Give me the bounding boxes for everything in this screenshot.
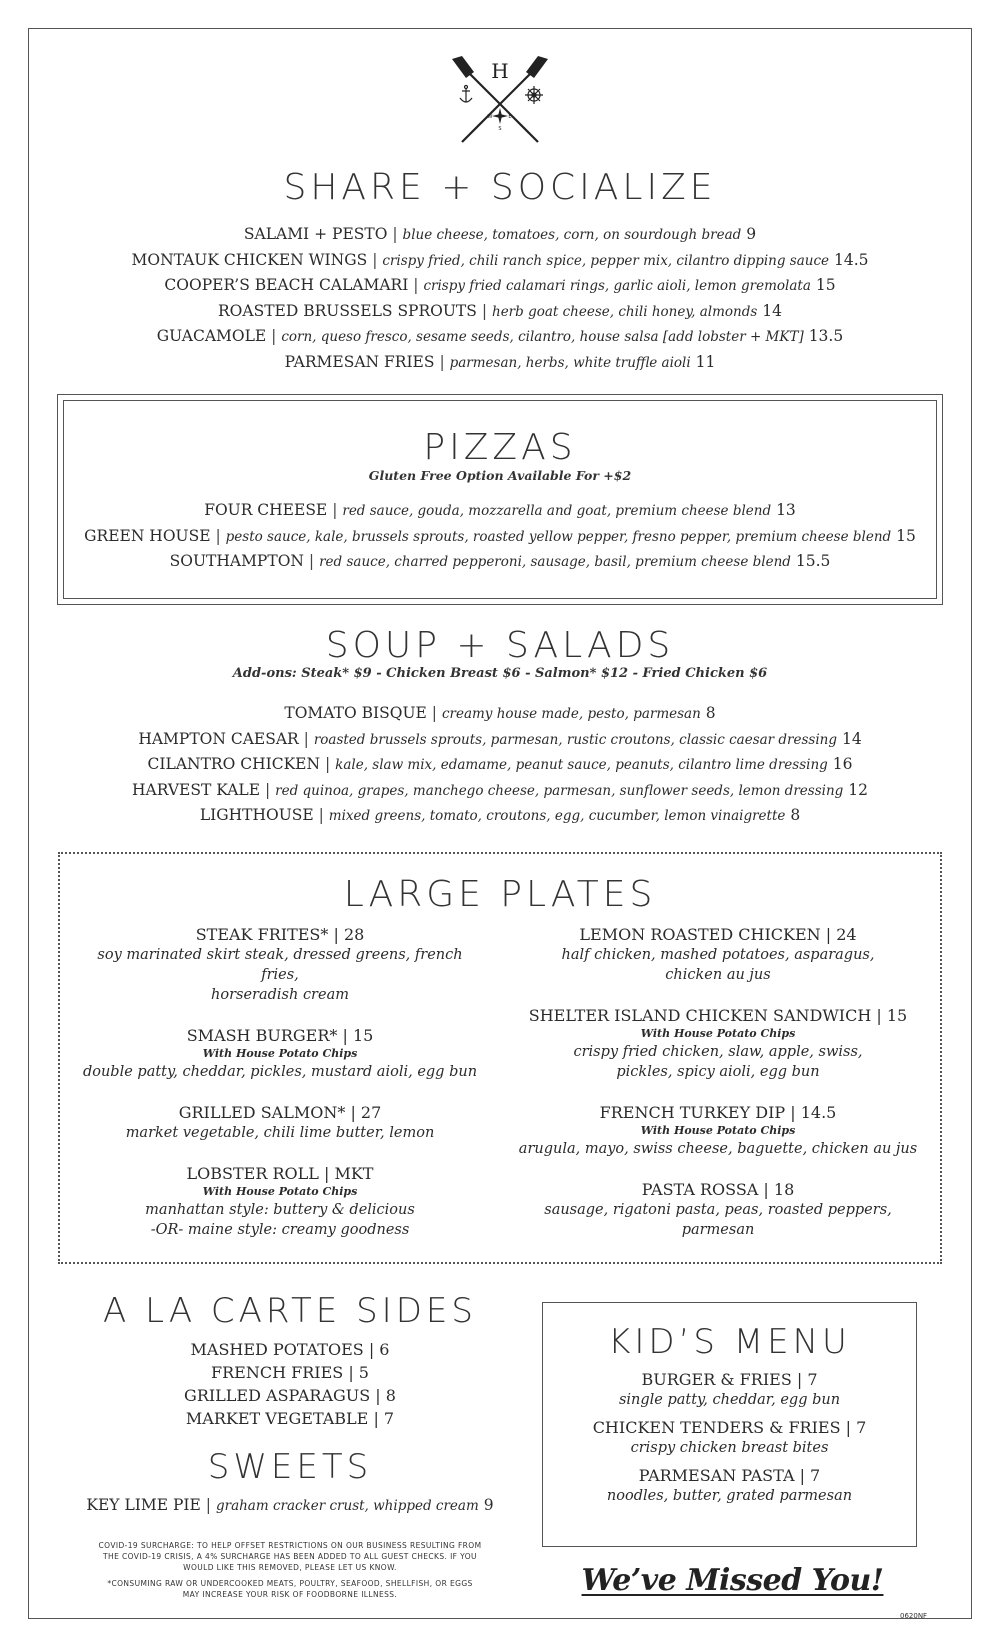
menu-code: 0620NF xyxy=(900,1612,928,1620)
menu-item: SMASH BURGER* | 15 With House Potato Chips double patty, cheddar, pickles, mustard aioli, egg bun xyxy=(82,1026,478,1080)
svg-text:E: E xyxy=(508,114,512,120)
menu-item: CILANTRO CHICKEN | kale, slaw mix, edamame, peanut sauce, peanuts, cilantro lime dressing 16 xyxy=(147,755,853,773)
sides-title: A LA CARTE SIDES xyxy=(103,1291,477,1331)
svg-text:S: S xyxy=(498,126,502,132)
menu-item: KEY LIME PIE | graham cracker crust, whipped cream 9 xyxy=(86,1496,494,1514)
share-list xyxy=(0,222,1000,375)
large-title: LARGE PLATES xyxy=(343,874,657,915)
oars-logo-icon xyxy=(452,56,548,148)
menu-item: PARMESAN PASTA | 7 noodles, butter, grated parmesan xyxy=(606,1466,853,1504)
menu-item: SALAMI + PESTO | blue cheese, tomatoes, corn, on sourdough bread 9 xyxy=(243,225,757,243)
sides-list xyxy=(100,1338,480,1430)
soup-list xyxy=(0,701,1000,829)
kids-title: KID’S MENU xyxy=(608,1322,851,1362)
svg-text:W: W xyxy=(487,114,493,120)
large-right-column xyxy=(508,925,928,1261)
share-title: SHARE + SOCIALIZE xyxy=(283,167,717,208)
sweets-title: SWEETS xyxy=(207,1447,373,1487)
pizzas-note: Gluten Free Option Available For +$2 xyxy=(368,468,632,483)
menu-item: LIGHTHOUSE | mixed greens, tomato, croutons, egg, cucumber, lemon vinaigrette 8 xyxy=(199,806,801,824)
menu-item: PASTA ROSSA | 18 sausage, rigatoni pasta, peas, roasted peppers, parmesan xyxy=(544,1180,892,1238)
menu-item: PARMESAN FRIES | parmesan, herbs, white truffle aioli 11 xyxy=(284,352,716,371)
menu-item: SOUTHAMPTON | red sauce, charred pepperoni, sausage, basil, premium cheese blend 15.5 xyxy=(169,552,831,570)
menu-item: HARVEST KALE | red quinoa, grapes, manchego cheese, parmesan, sunflower seeds, lemon dressing 12 xyxy=(132,780,868,799)
logo-letter: H xyxy=(491,59,509,83)
menu-item: SHELTER ISLAND CHICKEN SANDWICH | 15 With House Potato Chips crispy fried chicken, slaw, apple, swiss, pickles, spicy aioli, egg bun xyxy=(528,1006,908,1080)
list-item: MASHED POTATOES | 6 xyxy=(190,1340,390,1359)
pizzas-title: PIZZAS xyxy=(423,427,577,468)
menu-item: STEAK FRITES* | 28 soy marinated skirt steak, dressed greens, french fries, horseradish cream xyxy=(97,925,463,1003)
menu-item: LEMON ROASTED CHICKEN | 24 half chicken, mashed potatoes, asparagus, chicken au jus xyxy=(561,925,875,983)
menu-item: MONTAUK CHICKEN WINGS | crispy fried, chili ranch spice, pepper mix, cilantro dipping sauce 14.5 xyxy=(131,250,869,269)
menu-item: COOPER’S BEACH CALAMARI | crispy fried calamari rings, garlic aioli, lemon gremolata 15 xyxy=(164,276,836,294)
soups-note: Add-ons: Steak* $9 - Chicken Breast $6 - Salmon* $12 - Fried Chicken $6 xyxy=(232,666,768,681)
anchor-icon xyxy=(460,86,472,103)
svg-text:N: N xyxy=(498,102,502,108)
tagline: We’ve Missed You! xyxy=(581,1563,884,1598)
surcharge-notice: COVID-19 SURCHARGE: TO HELP OFFSET RESTRICTIONS ON OUR BUSINESS RESULTING FROM THE COVID-19 CRISIS, A 4% SURCHARGE HAS BEEN ADDED TO ALL GUEST CHECKS. IF YOU WOULD LIKE THIS REMOVED, PLEASE LET US KNOW. xyxy=(98,1541,482,1572)
soups-title: SOUP + SALADS xyxy=(325,625,675,666)
menu-item: CHICKEN TENDERS & FRIES | 7 crispy chicken breast bites xyxy=(592,1418,867,1456)
raw-food-notice: *CONSUMING RAW OR UNDERCOOKED MEATS, POULTRY, SEAFOOD, SHELLFISH, OR EGGS MAY INCREASE YOUR RISK OF FOODBORNE ILLNESS. xyxy=(107,1579,473,1599)
ship-wheel-icon xyxy=(525,86,543,104)
list-item: FRENCH FRIES | 5 xyxy=(211,1363,369,1382)
menu-item: BURGER & FRIES | 7 single patty, cheddar, egg bun xyxy=(618,1370,841,1408)
list-item: MARKET VEGETABLE | 7 xyxy=(185,1409,395,1428)
menu-item: ROASTED BRUSSELS SPROUTS | herb goat cheese, chili honey, almonds 14 xyxy=(218,301,782,320)
menu-item: FRENCH TURKEY DIP | 14.5 With House Potato Chips arugula, mayo, swiss cheese, baguette, chicken au jus xyxy=(518,1103,918,1157)
pizza-list xyxy=(0,498,1000,575)
large-left-column xyxy=(80,925,480,1261)
menu-item: GREEN HOUSE | pesto sauce, kale, brussels sprouts, roasted yellow pepper, fresno pepper, premium cheese blend 15 xyxy=(84,526,916,545)
menu-item: LOBSTER ROLL | MKT With House Potato Chips manhattan style: buttery & delicious -OR- maine style: creamy goodness xyxy=(145,1164,415,1238)
menu-item: GRILLED SALMON* | 27 market vegetable, chili lime butter, lemon xyxy=(125,1103,435,1141)
kids-list xyxy=(542,1370,917,1506)
menu-item: TOMATO BISQUE | creamy house made, pesto, parmesan 8 xyxy=(284,704,716,722)
menu-item: FOUR CHEESE | red sauce, gouda, mozzarella and goat, premium cheese blend 13 xyxy=(204,501,796,519)
list-item: GRILLED ASPARAGUS | 8 xyxy=(184,1386,396,1405)
menu-item: GUACAMOLE | corn, queso fresco, sesame seeds, cilantro, house salsa [add lobster + MKT] 13.5 xyxy=(156,327,844,345)
menu-item: HAMPTON CAESAR | roasted brussels sprouts, parmesan, rustic croutons, classic caesar dressing 14 xyxy=(138,729,862,748)
